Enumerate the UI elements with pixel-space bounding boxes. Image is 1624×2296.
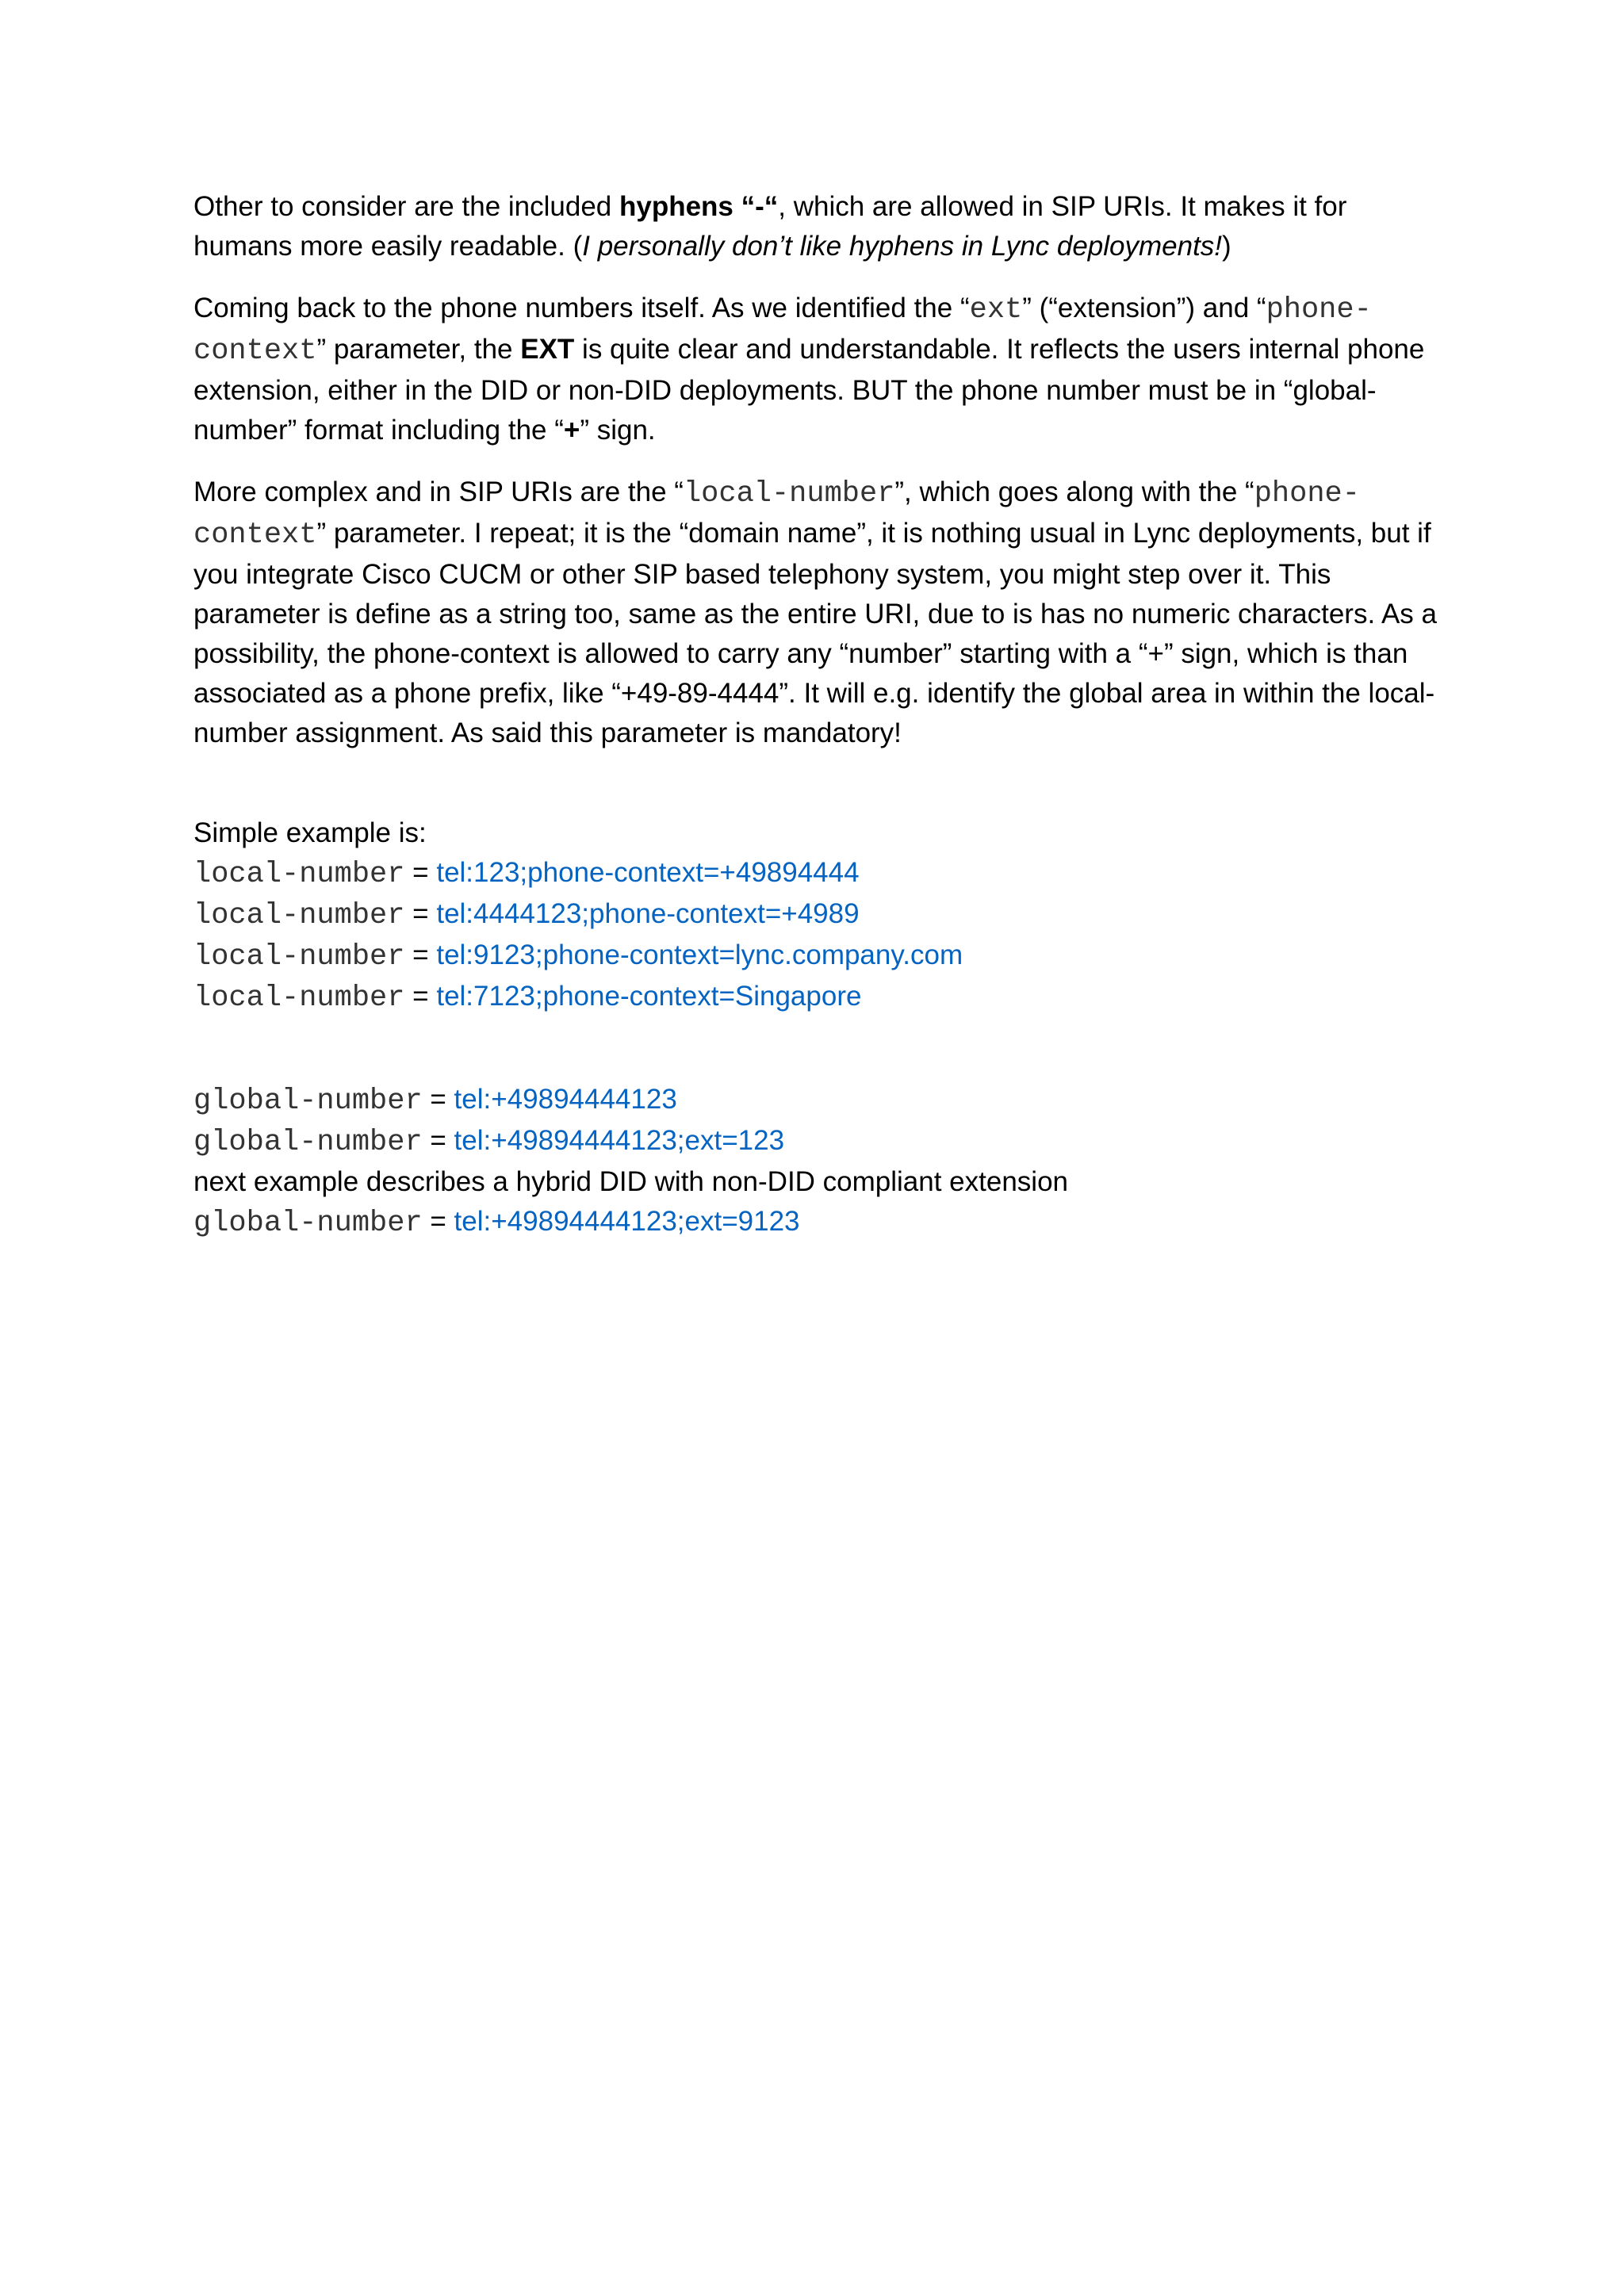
bold-ext: EXT xyxy=(520,334,575,365)
bold-plus: + xyxy=(563,415,580,446)
tel-uri: tel:123;phone-context=+49894444 xyxy=(436,857,860,888)
tel-uri: tel:+49894444123 xyxy=(454,1084,677,1115)
example-line: local-number = tel:123;phone-context=+49894444 xyxy=(193,857,860,891)
paragraph-phone-numbers: Coming back to the phone numbers itself. As we identified the “ext” (“extension”) and “phone-context” parameter, the EXT is quite clear and understandable. It reflects the users internal phone extension, either in the DID or non-DID deployments. BUT the phone number must be in “global-number” format including the “+” sign. xyxy=(193,293,1425,446)
example-line: global-number = tel:+49894444123;ext=123 xyxy=(193,1125,785,1159)
example-line: local-number = tel:9123;phone-context=lync.company.com xyxy=(193,939,963,974)
code-phone-context: phone-context xyxy=(193,477,1360,552)
document-page xyxy=(193,187,1438,1243)
tel-uri: tel:7123;phone-context=Singapore xyxy=(436,981,862,1012)
examples-block xyxy=(193,813,1438,1243)
paragraph-hyphens: Other to consider are the included hyphens “-“, which are allowed in SIP URIs. It makes it for humans more easily readable. (I personally don’t like hyphens in Lync deployments!) xyxy=(193,191,1347,262)
tel-uri: tel:+49894444123;ext=9123 xyxy=(454,1206,800,1237)
paragraph-local-number: More complex and in SIP URIs are the “local-number”, which goes along with the “phone-context” parameter. I repeat; it is the “domain name”, it is nothing usual in Lync deployments, but if you integrate Cisco CUCM or other SIP based telephony system, you might step over it. This parameter is define as a string too, same as the entire URI, due to is has no numeric characters. As a possibility, the phone-context is allowed to carry any “number” starting with a “+” sign, which is than associated as a phone prefix, like “+49-89-4444”. It will e.g. identify the global area in within the local-number assignment. As said this parameter is mandatory! xyxy=(193,476,1437,748)
example-line: local-number = tel:7123;phone-context=Singapore xyxy=(193,981,862,1015)
examples-heading: Simple example is: xyxy=(193,817,427,848)
example-line: global-number = tel:+49894444123;ext=9123 xyxy=(193,1206,800,1240)
code-local-number: local-number xyxy=(683,477,895,511)
example-line: local-number = tel:4444123;phone-context=+4989 xyxy=(193,898,860,932)
tel-uri: tel:9123;phone-context=lync.company.com xyxy=(436,939,963,970)
tel-uri: tel:4444123;phone-context=+4989 xyxy=(436,898,860,929)
bold-hyphens: hyphens “-“ xyxy=(619,191,779,222)
code-ext: ext xyxy=(969,293,1023,327)
tel-uri: tel:+49894444123;ext=123 xyxy=(454,1125,785,1156)
italic-remark: I personally don’t like hyphens in Lync deployments! xyxy=(582,231,1223,262)
code-phone-context: phone-context xyxy=(193,293,1372,368)
example-note: next example describes a hybrid DID with non-DID compliant extension xyxy=(193,1166,1069,1197)
example-line: global-number = tel:+49894444123 xyxy=(193,1084,677,1118)
